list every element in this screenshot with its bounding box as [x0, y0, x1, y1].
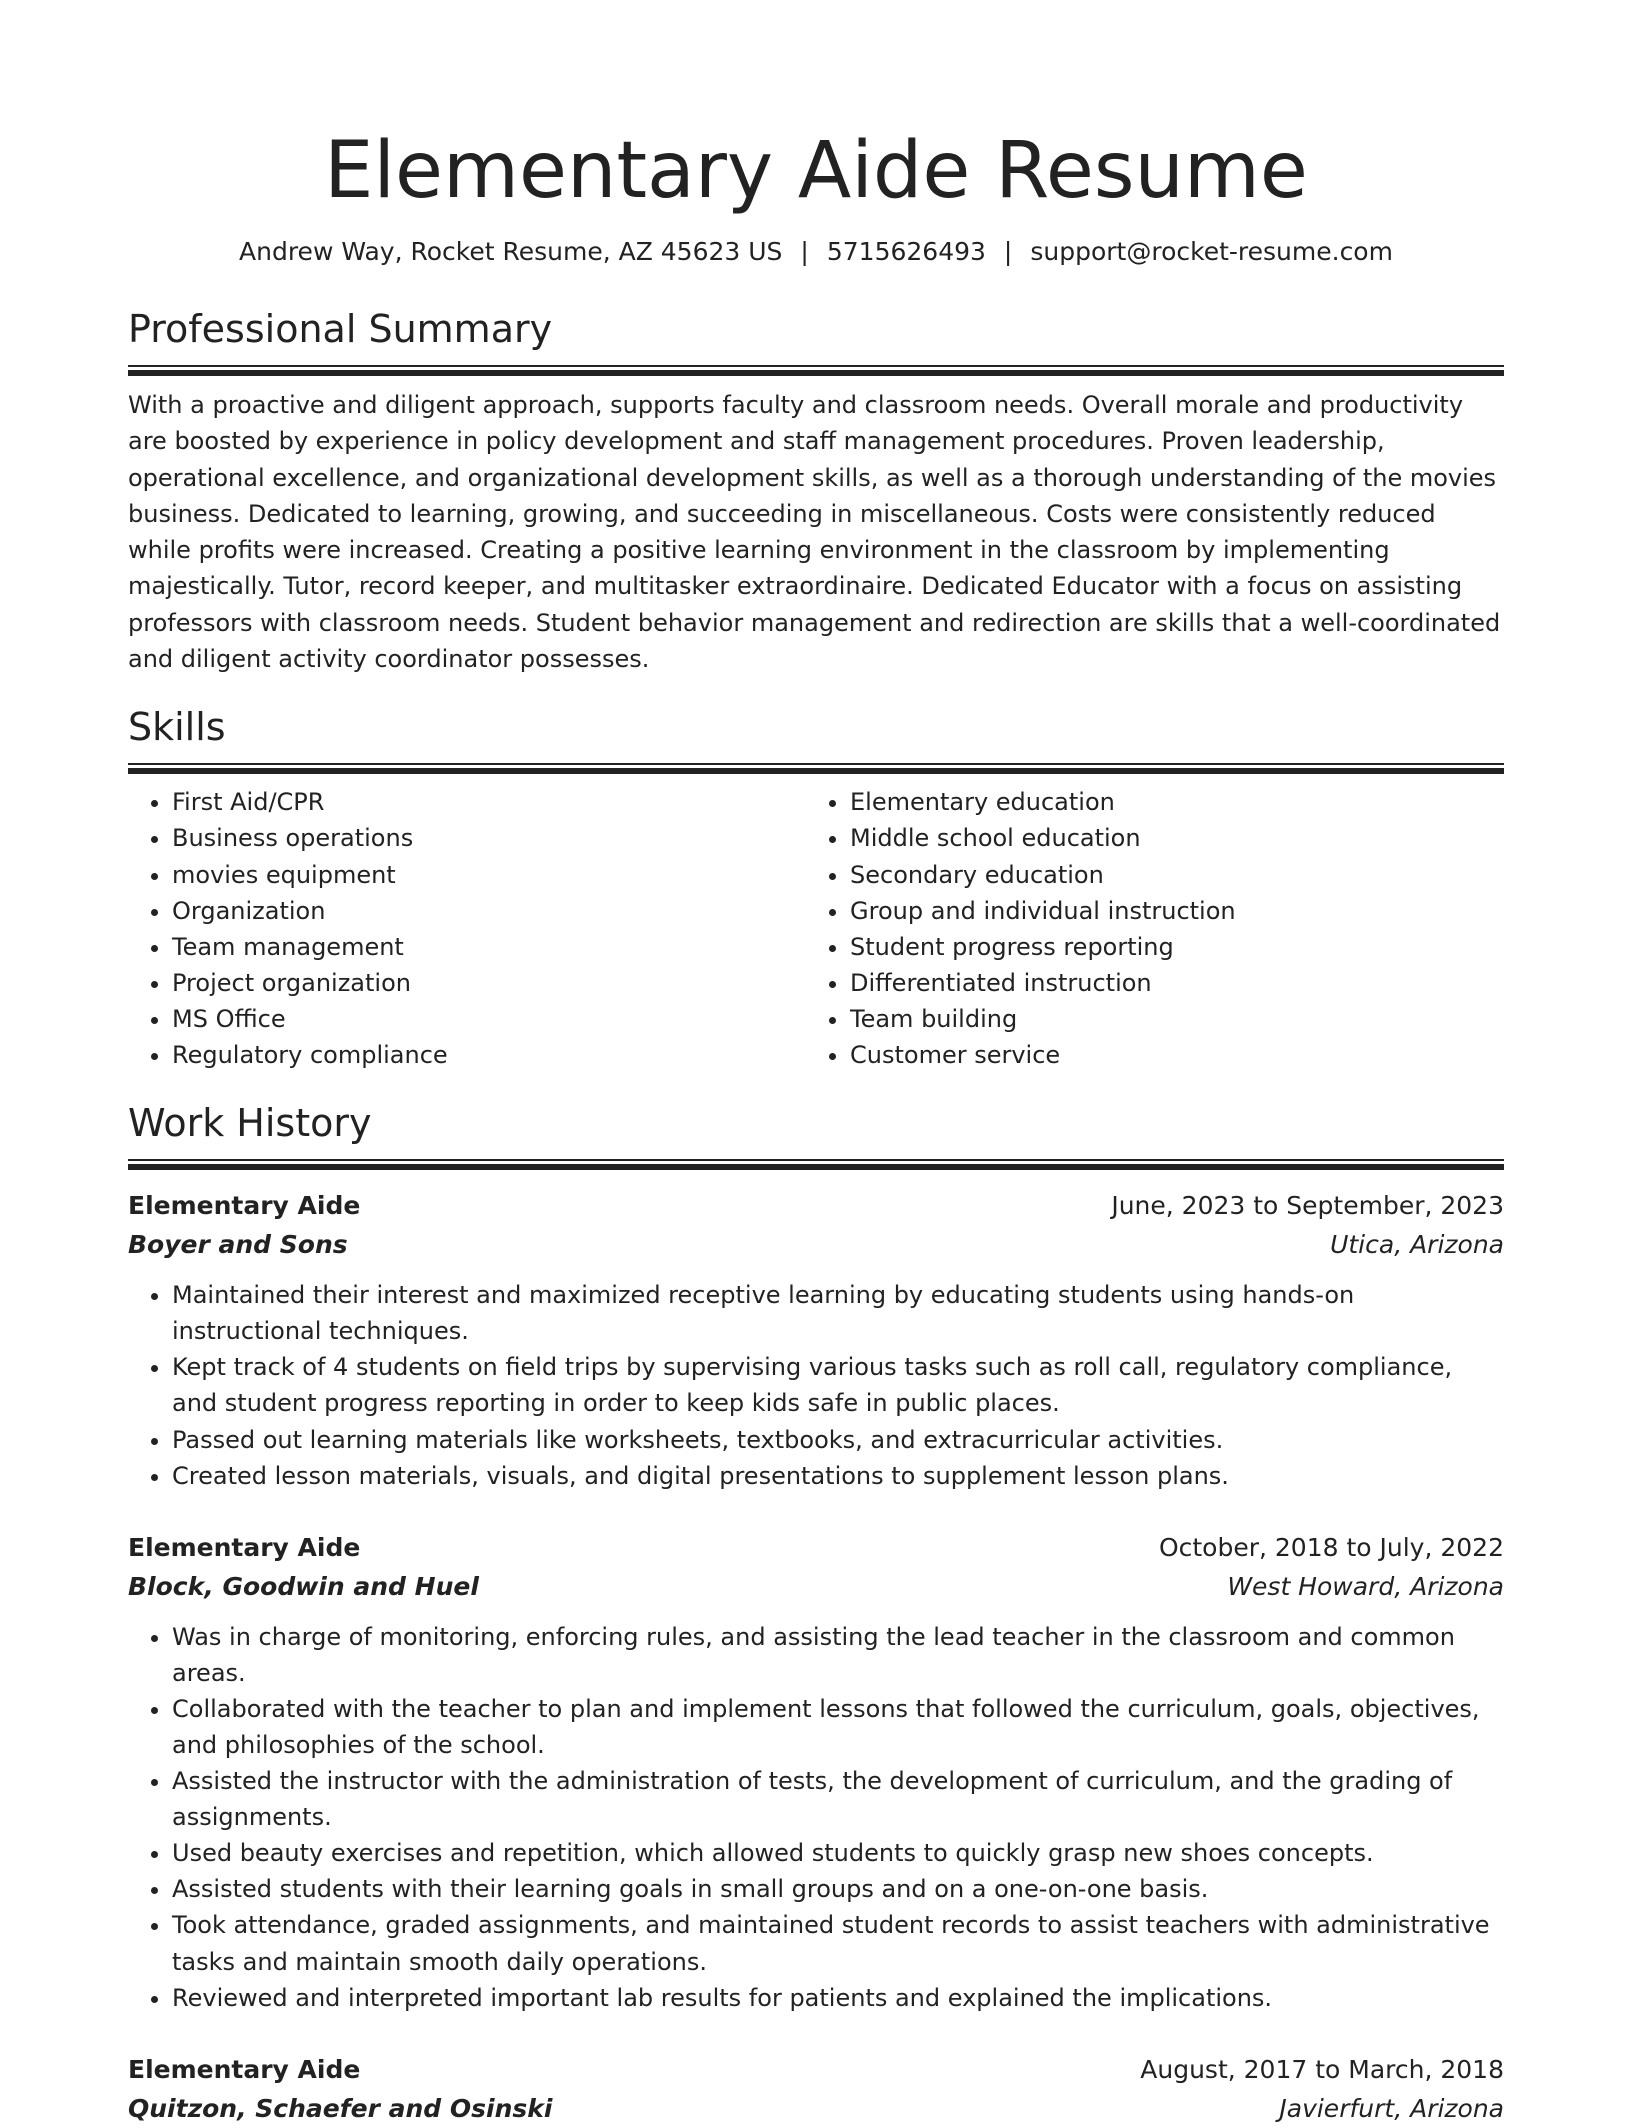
job-location: Javierfurt, Arizona: [1279, 2093, 1504, 2123]
skill-item: • Team management: [172, 929, 806, 965]
job-bullet-list: [128, 1277, 1504, 1494]
job-bullet: • Passed out learning materials like worksheets, textbooks, and extracurricular activities.: [172, 1422, 1504, 1458]
skill-item: • Regulatory compliance: [172, 1037, 806, 1073]
job-title: Elementary Aide: [128, 1191, 361, 1221]
job-header-row: [128, 1186, 1504, 1225]
job-dates: August, 2017 to March, 2018: [1140, 2054, 1504, 2084]
contact-line: [128, 235, 1504, 269]
job-title: Elementary Aide: [128, 1532, 361, 1562]
skill-item: • Student progress reporting: [850, 929, 1484, 965]
skill-item: • movies equipment: [172, 857, 806, 893]
contact-separator: |: [1003, 237, 1013, 266]
skill-item: • Secondary education: [850, 857, 1484, 893]
job-subheader-row: [128, 1567, 1504, 1606]
job-location: Utica, Arizona: [1330, 1230, 1504, 1260]
job-entry: [128, 1528, 1504, 2016]
skill-item: • Middle school education: [850, 820, 1484, 856]
job-subheader-row: [128, 2089, 1504, 2128]
job-dates: June, 2023 to September, 2023: [1111, 1191, 1504, 1221]
section-divider: [128, 763, 1504, 774]
job-subheader-row: [128, 1225, 1504, 1264]
skills-columns: [128, 784, 1504, 1073]
job-bullet: • Assisted students with their learning goals in small groups and on a one-on-one basis.: [172, 1871, 1504, 1907]
skill-item: • Elementary education: [850, 784, 1484, 820]
job-bullet: • Assisted the instructor with the administration of tests, the development of curriculum, and the grading of assignments.: [172, 1763, 1504, 1835]
job-entry: [128, 2050, 1504, 2128]
resume-title: Elementary Aide Resume: [324, 126, 1308, 216]
job-entry: [128, 1186, 1504, 1494]
contact-phone: 5715626493: [826, 237, 986, 266]
job-company: Block, Goodwin and Huel: [128, 1571, 479, 1601]
skill-item: • First Aid/CPR: [172, 784, 806, 820]
skill-item: • Project organization: [172, 965, 806, 1001]
job-location: West Howard, Arizona: [1227, 1571, 1504, 1601]
job-bullet: • Was in charge of monitoring, enforcing rules, and assisting the lead teacher in the classroom and common areas.: [172, 1619, 1504, 1691]
job-bullet: • Collaborated with the teacher to plan and implement lessons that followed the curriculum, goals, objectives, and philosophies of the school.: [172, 1691, 1504, 1763]
skill-item: • Customer service: [850, 1037, 1484, 1073]
skill-item: • MS Office: [172, 1001, 806, 1037]
contact-address: Andrew Way, Rocket Resume, AZ 45623 US: [239, 237, 783, 266]
skill-item: • Business operations: [172, 820, 806, 856]
contact-separator: |: [800, 237, 809, 266]
skill-item: • Differentiated instruction: [850, 965, 1484, 1001]
skills-list-right: [806, 784, 1484, 1073]
professional-summary-section: [128, 305, 1504, 677]
job-company: Boyer and Sons: [128, 1230, 348, 1260]
skills-section: [128, 703, 1504, 1073]
job-bullet: • Created lesson materials, visuals, and digital presentations to supplement lesson plans.: [172, 1458, 1504, 1494]
section-divider: [128, 1159, 1504, 1170]
job-company: Quitzon, Schaefer and Osinski: [128, 2093, 553, 2123]
skill-item: • Team building: [850, 1001, 1484, 1037]
resume-page: [128, 0, 1504, 2128]
job-bullet-list: [128, 1619, 1504, 2016]
job-header-row: [128, 1528, 1504, 1567]
summary-text: With a proactive and diligent approach, supports faculty and classroom needs. Overall morale and productivity are boosted by experience in policy development and staff management procedures. Proven leadership, operational excellence, and organizational development skills, as well as a thorough understanding of the movies business. Dedicated to learning, growing, and succeeding in miscellaneous. Costs were consistently reduced while profits were increased. Creating a positive learning environment in the classroom by implementing majestically. Tutor, record keeper, and multitasker extraordinaire. Dedicated Educator with a focus on assisting professors with classroom needs. Student behavior management and redirection are skills that a well-coordinated and diligent activity coordinator possesses.: [128, 391, 1501, 674]
section-heading-skills: Skills: [128, 705, 226, 750]
job-bullet: • Used beauty exercises and repetition, which allowed students to quickly grasp new shoes concepts.: [172, 1835, 1504, 1871]
section-divider: [128, 365, 1504, 376]
job-dates: October, 2018 to July, 2022: [1158, 1532, 1504, 1562]
job-bullet: • Maintained their interest and maximized receptive learning by educating students using hands-on instructional techniques.: [172, 1277, 1504, 1349]
contact-email: support@rocket-resume.com: [1030, 237, 1393, 266]
skills-list-left: [128, 784, 806, 1073]
job-bullet: • Took attendance, graded assignments, and maintained student records to assist teachers with administrative tasks and maintain smooth daily operations.: [172, 1907, 1504, 1979]
section-heading-summary: Professional Summary: [128, 307, 553, 351]
job-title: Elementary Aide: [128, 2054, 361, 2084]
work-history-section: [128, 1099, 1504, 2128]
section-heading-work-history: Work History: [128, 1101, 372, 1146]
job-bullet: • Kept track of 4 students on field trips by supervising various tasks such as roll call, regulatory compliance, and student progress reporting in order to keep kids safe in public places.: [172, 1349, 1504, 1421]
skill-item: • Group and individual instruction: [850, 893, 1484, 929]
job-bullet: • Reviewed and interpreted important lab results for patients and explained the implications.: [172, 1980, 1504, 2016]
skill-item: • Organization: [172, 893, 806, 929]
job-header-row: [128, 2050, 1504, 2089]
